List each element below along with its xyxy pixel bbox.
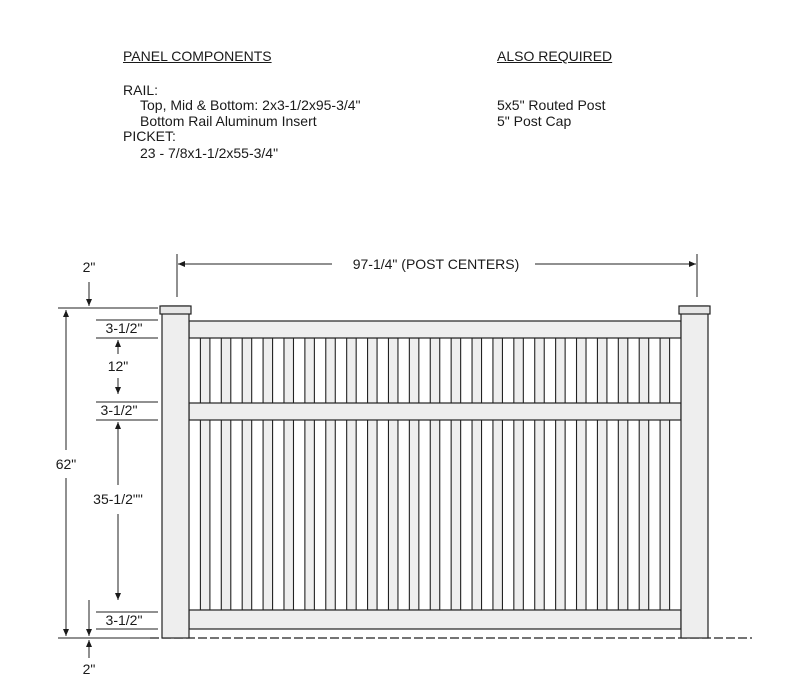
panel-components-heading: PANEL COMPONENTS (123, 48, 272, 64)
picket (430, 338, 440, 610)
rail-spec-line: Top, Mid & Bottom: 2x3-1/2x95-3/4" (140, 97, 361, 113)
picket (472, 338, 482, 610)
mid-rail-dim-label: 3-1/2" (100, 402, 138, 418)
picket (556, 338, 566, 610)
rail-insert-line: Bottom Rail Aluminum Insert (140, 113, 317, 129)
rail-heading: RAIL: (123, 82, 159, 98)
post-cap-item: 5" Post Cap (497, 113, 572, 129)
picket (388, 338, 398, 610)
routed-post-item: 5x5" Routed Post (497, 97, 606, 113)
left-post-cap (160, 306, 191, 314)
picket (514, 338, 524, 610)
picket (284, 338, 294, 610)
picket (242, 338, 252, 610)
mid-rail (189, 403, 681, 420)
overall-height-label: 62" (55, 456, 77, 472)
picket (493, 338, 503, 610)
picket (263, 338, 273, 610)
picket (200, 338, 210, 610)
picket-heading: PICKET: (123, 128, 176, 144)
lower-gap-label: 35-1/2"" (93, 491, 143, 507)
bottom-clearance-label: 2" (82, 661, 96, 677)
bottom-rail-dim-label: 3-1/2" (105, 612, 143, 628)
right-post-cap (679, 306, 710, 314)
picket (305, 338, 315, 610)
right-post (681, 306, 708, 638)
picket (409, 338, 419, 610)
top-rail (189, 321, 681, 338)
picket (347, 338, 357, 610)
pickets-group (200, 338, 669, 610)
picket (618, 338, 628, 610)
picket (660, 338, 670, 610)
picket (451, 338, 461, 610)
left-post (162, 306, 189, 638)
picket (577, 338, 587, 610)
picket (639, 338, 649, 610)
upper-gap-label: 12" (107, 358, 129, 374)
also-required-heading: ALSO REQUIRED (497, 48, 613, 64)
bottom-rail (189, 610, 681, 629)
picket (221, 338, 231, 610)
picket (368, 338, 378, 610)
picket (597, 338, 607, 610)
top-clearance-label: 2" (82, 259, 96, 275)
post-centers-label: 97-1/4" (POST CENTERS) (352, 256, 520, 272)
picket (535, 338, 545, 610)
picket (326, 338, 336, 610)
picket-spec-line: 23 - 7/8x1-1/2x55-3/4" (140, 145, 279, 161)
top-rail-dim-label: 3-1/2" (105, 320, 143, 336)
